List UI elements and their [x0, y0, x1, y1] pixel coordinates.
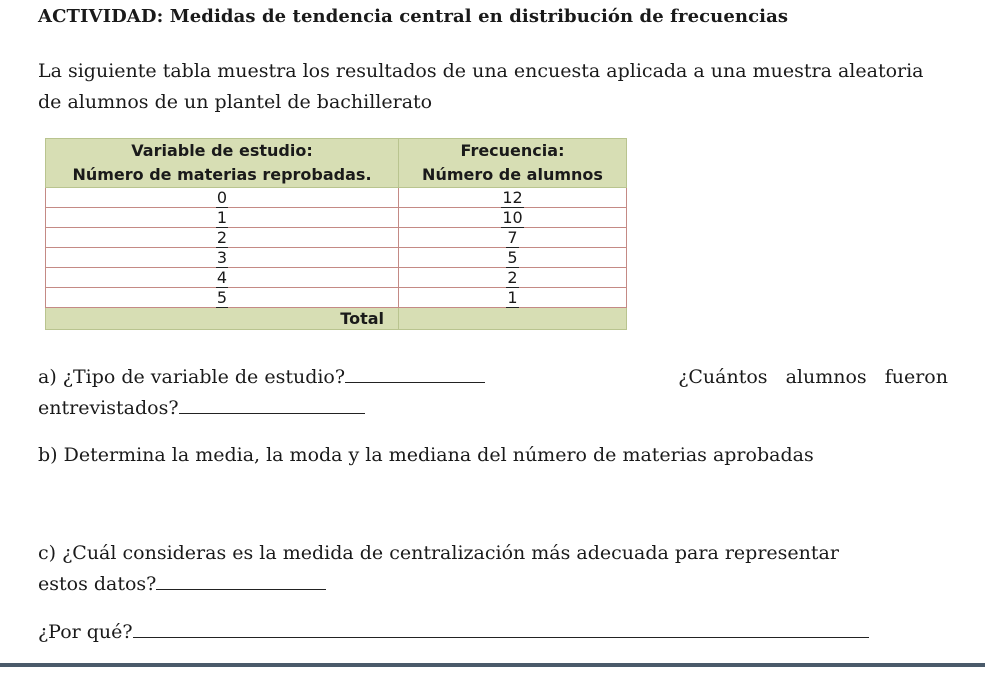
answer-blank-why[interactable] — [133, 617, 869, 638]
question-c-text-2: estos datos? — [38, 573, 157, 595]
header-variable-line2: Número de materias reprobadas. — [72, 165, 372, 184]
cell-value: 4 — [216, 267, 228, 287]
cell-value: 2 — [216, 227, 228, 247]
table-row — [46, 228, 627, 248]
cell-value: 0 — [216, 187, 228, 207]
cell-frequency: 5 — [507, 247, 518, 267]
table-row — [46, 208, 627, 228]
question-a-text-2: ¿Cuántos alumnos fueron — [678, 366, 948, 388]
header-frequency-line1: Frecuencia: — [460, 141, 565, 160]
activity-title: ACTIVIDAD: Medidas de tendencia central en distribución de frecuencias — [38, 6, 789, 27]
header-variable — [46, 139, 399, 188]
cell-frequency: 2 — [507, 267, 518, 287]
total-row — [46, 308, 627, 330]
question-a — [38, 362, 948, 424]
total-label: Total — [46, 308, 399, 330]
table-row — [46, 288, 627, 308]
header-frequency — [399, 139, 627, 188]
question-d-text: ¿Por qué? — [38, 621, 133, 643]
cell-frequency: 10 — [502, 207, 523, 227]
question-d — [38, 617, 948, 648]
cell-frequency: 1 — [507, 287, 518, 307]
frequency-table — [45, 138, 627, 330]
intro-paragraph: La siguiente tabla muestra los resultados de una encuesta aplicada a una muestra aleatoria de alumnos de un plantel de bachillerato — [38, 60, 924, 113]
cell-value: 1 — [216, 207, 228, 227]
cell-frequency: 7 — [507, 227, 518, 247]
table-row — [46, 268, 627, 288]
bottom-divider — [0, 663, 985, 667]
question-b: b) Determina la media, la moda y la mediana del número de materias aprobadas — [38, 444, 814, 466]
cell-frequency: 12 — [502, 187, 523, 207]
answer-blank-interviewed[interactable] — [179, 393, 365, 414]
cell-value: 5 — [216, 287, 228, 307]
header-frequency-line2: Número de alumnos — [422, 165, 603, 184]
answer-blank-central-measure[interactable] — [156, 569, 326, 590]
header-variable-line1: Variable de estudio: — [131, 141, 313, 160]
cell-value: 3 — [216, 247, 228, 267]
question-c — [38, 538, 948, 600]
table-row — [46, 248, 627, 268]
question-a-text-3: entrevistados? — [38, 397, 179, 419]
table-row — [46, 188, 627, 208]
total-value[interactable] — [399, 308, 627, 330]
answer-blank-variable-type[interactable] — [345, 362, 485, 383]
question-c-text: c) ¿Cuál consideras es la medida de centralización más adecuada para representar — [38, 542, 839, 564]
question-a-text: a) ¿Tipo de variable de estudio? — [38, 366, 346, 388]
